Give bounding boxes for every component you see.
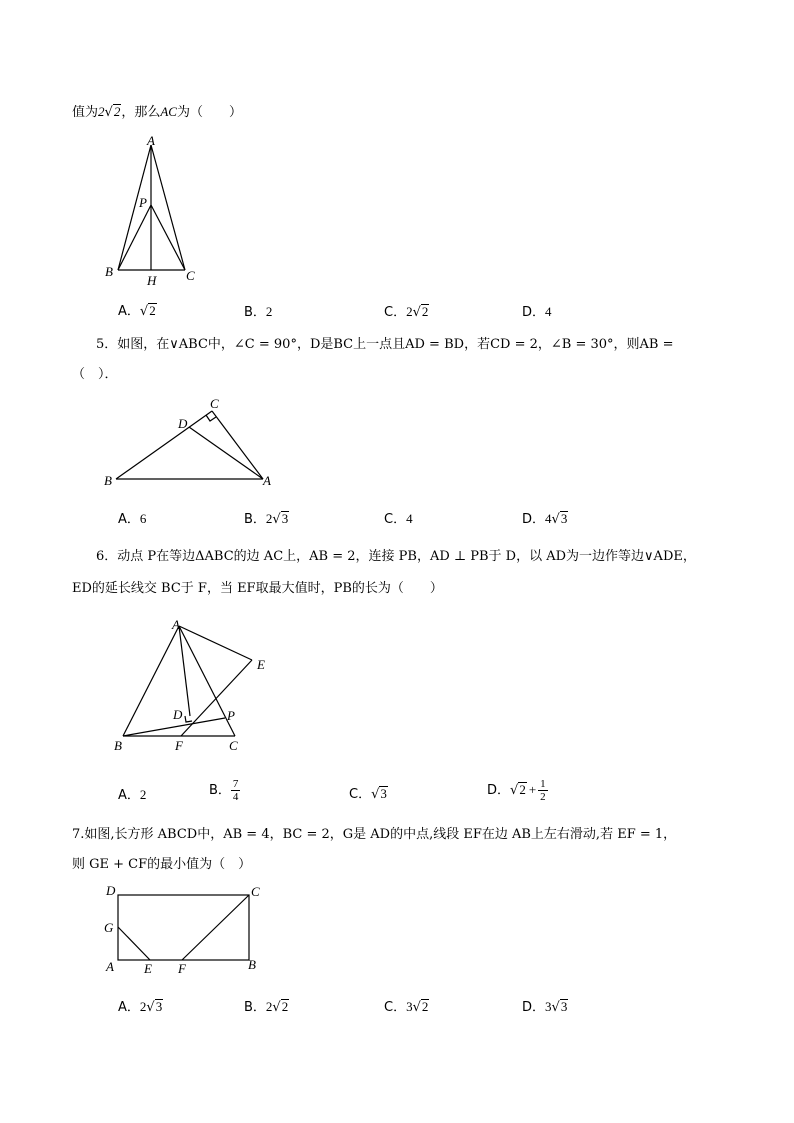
q4-option-d[interactable]: D．4 bbox=[522, 304, 552, 320]
q5-stem-line1: 5．如图，在∨ABC中，∠C = 90°，D是BC上一点且AD = BD，若CD = 2，∠B = 30°，则AB = bbox=[96, 337, 674, 352]
q7-option-c[interactable]: C．3√2 bbox=[384, 999, 429, 1015]
q4-option-b[interactable]: B．2 bbox=[244, 304, 273, 320]
q7-label-d: D bbox=[106, 883, 116, 898]
q6-figure bbox=[100, 612, 290, 762]
q7-label-b: B bbox=[248, 957, 256, 972]
q7-label-g: G bbox=[104, 920, 114, 935]
q5-option-a[interactable]: A．6 bbox=[118, 511, 147, 527]
q4-option-c[interactable]: C．2√2 bbox=[384, 304, 429, 320]
q7-label-f: F bbox=[178, 961, 186, 976]
q6-option-d[interactable]: D．√2 + $\frac{1}{2}$ bbox=[487, 778, 546, 803]
q4-label-p: P bbox=[139, 195, 147, 210]
q7-option-d[interactable]: D．3√3 bbox=[522, 999, 568, 1015]
q6-label-a: A bbox=[172, 617, 180, 632]
q6-label-d: D bbox=[173, 707, 183, 722]
q4-stem: 值为2√2，那么AC为（ ） bbox=[72, 104, 242, 120]
q4-label-c: C bbox=[186, 268, 195, 283]
q7-stem-line1: 7.如图,长方形 ABCD中，AB = 4，BC = 2，G是 AD的中点,线段 EF在边 AB上左右滑动,若 EF = 1， bbox=[72, 827, 677, 842]
q6-option-a[interactable]: A．2 bbox=[118, 787, 147, 803]
q5-option-c[interactable]: C．4 bbox=[384, 511, 413, 527]
q6-label-f: F bbox=[175, 738, 183, 753]
q6-stem-line2: ED的延长线交 BC于 F，当 EF取最大值时，PB的长为（ ） bbox=[72, 581, 443, 596]
q4-label-h: H bbox=[147, 273, 157, 288]
q7-option-a[interactable]: A．2√3 bbox=[118, 999, 163, 1015]
q7-label-e: E bbox=[144, 961, 152, 976]
q5-option-d[interactable]: D．4√3 bbox=[522, 511, 568, 527]
q6-label-c: C bbox=[229, 738, 238, 753]
q6-label-p: P bbox=[227, 708, 235, 723]
q4-option-a[interactable]: A．√2 bbox=[118, 303, 156, 319]
q5-label-a: A bbox=[263, 473, 271, 488]
q4-label-b: B bbox=[105, 264, 113, 279]
q6-label-e: E bbox=[257, 657, 265, 672]
q5-label-b: B bbox=[104, 473, 112, 488]
q6-option-b[interactable]: B． $\frac{7}{4}$ bbox=[209, 778, 239, 803]
q7-stem-line2: 则 GE + CF的最小值为（ ） bbox=[72, 857, 252, 872]
q5-label-d: D bbox=[178, 416, 188, 431]
q6-label-b: B bbox=[114, 738, 122, 753]
q6-stem-line1: 6．动点 P在等边ΔABC的边 AC上，AB = 2，连接 PB，AD ⊥ PB于 D，以 AD为一边作等边∨ADE， bbox=[96, 549, 696, 564]
q5-stem-line2: （ ）． bbox=[72, 367, 118, 382]
q7-label-a: A bbox=[106, 959, 114, 974]
q6-option-c[interactable]: C．√3 bbox=[349, 786, 387, 802]
q7-figure bbox=[100, 880, 270, 980]
q5-option-b[interactable]: B．2√3 bbox=[244, 511, 289, 527]
q4-figure bbox=[100, 130, 210, 290]
q5-label-c: C bbox=[210, 396, 219, 411]
q7-option-b[interactable]: B．2√2 bbox=[244, 999, 289, 1015]
q5-figure bbox=[100, 395, 290, 495]
q7-label-c: C bbox=[251, 884, 260, 899]
q4-label-a: A bbox=[147, 133, 155, 148]
